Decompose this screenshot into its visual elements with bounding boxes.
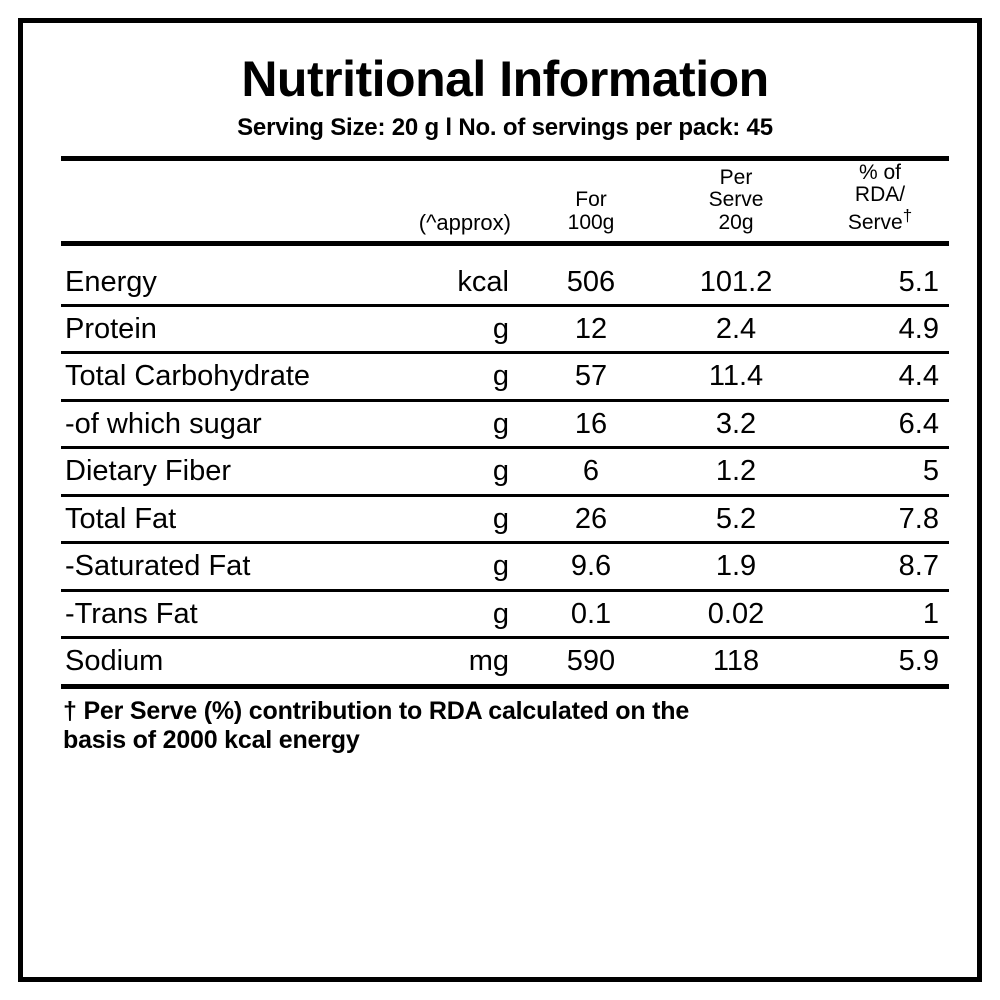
row-per-100g: 590 [566,645,616,678]
row-label: Protein [65,312,157,345]
row-label: Energy [65,265,157,298]
row-rda: 4.9 [898,312,939,345]
page-title: Nutritional Information [241,51,769,107]
row-per-100g: 9.6 [570,550,612,583]
table-row [61,260,949,304]
header-per-serve [661,158,811,241]
row-unit: g [492,312,509,345]
header-blank [61,158,391,241]
table-row [61,638,949,684]
row-per-serve: 0.02 [707,597,765,630]
row-per-serve: 2.4 [715,312,757,345]
nutrition-table [61,156,949,689]
row-unit: g [492,502,509,535]
row-label: Dietary Fiber [65,455,231,488]
row-rda: 6.4 [898,407,939,440]
row-label: -Trans Fat [65,597,198,630]
row-per-100g: 26 [574,502,608,535]
footnote [61,697,949,756]
row-rda: 8.7 [898,550,939,583]
row-per-serve: 1.2 [715,455,757,488]
row-per-100g: 12 [574,312,608,345]
row-unit: kcal [457,265,509,298]
row-rda: 5 [922,455,939,488]
serving-size-line: Serving Size: 20 g l No. of servings per pack: 45 [237,113,773,141]
header-gap [61,243,949,260]
header-for-100g-line1: For [575,188,607,212]
row-per-100g: 6 [582,455,600,488]
header-for-100g-line2: 100g [567,210,615,234]
row-rda: 5.1 [898,265,939,298]
header-per-serve-line2: Serve [708,188,764,212]
row-rda: 5.9 [898,645,939,678]
row-per-serve: 101.2 [699,265,773,298]
row-per-serve: 118 [712,645,760,678]
row-rda: 1 [922,597,939,630]
table-header-row [61,158,949,241]
header-for-100g [521,158,661,241]
footnote-line-1: † Per Serve (%) contribution to RDA calculated on the [63,696,690,725]
header-rda-line1: % of [858,160,902,184]
header-per-serve-line3: 20g [718,210,754,234]
row-unit: mg [468,645,509,678]
row-label: -Saturated Fat [65,550,251,583]
row-per-serve: 5.2 [715,502,757,535]
row-per-100g: 57 [574,360,608,393]
row-unit: g [492,550,509,583]
row-per-serve: 3.2 [715,407,757,440]
row-label: Total Carbohydrate [65,360,311,393]
header-rda [811,158,949,241]
table-row [61,400,949,446]
table-row [61,495,949,541]
row-label: -of which sugar [65,407,262,440]
table-row [61,305,949,351]
header-rda-line3: Serve† [847,205,913,234]
row-label: Sodium [65,645,164,678]
row-rda: 4.4 [898,360,939,393]
row-per-100g: 16 [574,407,608,440]
label-content [61,53,949,756]
header-approx: (^approx) [418,209,511,235]
table-row [61,590,949,636]
table-row [61,448,949,494]
table-row [61,353,949,399]
table-row [61,543,949,589]
nutrition-label-panel [18,18,982,982]
row-per-serve: 1.9 [715,550,757,583]
row-label: Total Fat [65,502,177,535]
row-unit: g [492,407,509,440]
row-per-serve: 11.4 [708,360,764,393]
header-rda-line2: RDA/ [854,183,906,207]
row-per-100g: 506 [566,265,616,298]
row-unit: g [492,455,509,488]
row-rda: 7.8 [898,502,939,535]
row-unit: g [492,360,509,393]
row-unit: g [492,597,509,630]
rule-bottom [61,684,949,687]
header-per-serve-line1: Per [719,165,753,189]
footnote-line-2: basis of 2000 kcal energy [63,726,360,755]
row-per-100g: 0.1 [570,597,612,630]
